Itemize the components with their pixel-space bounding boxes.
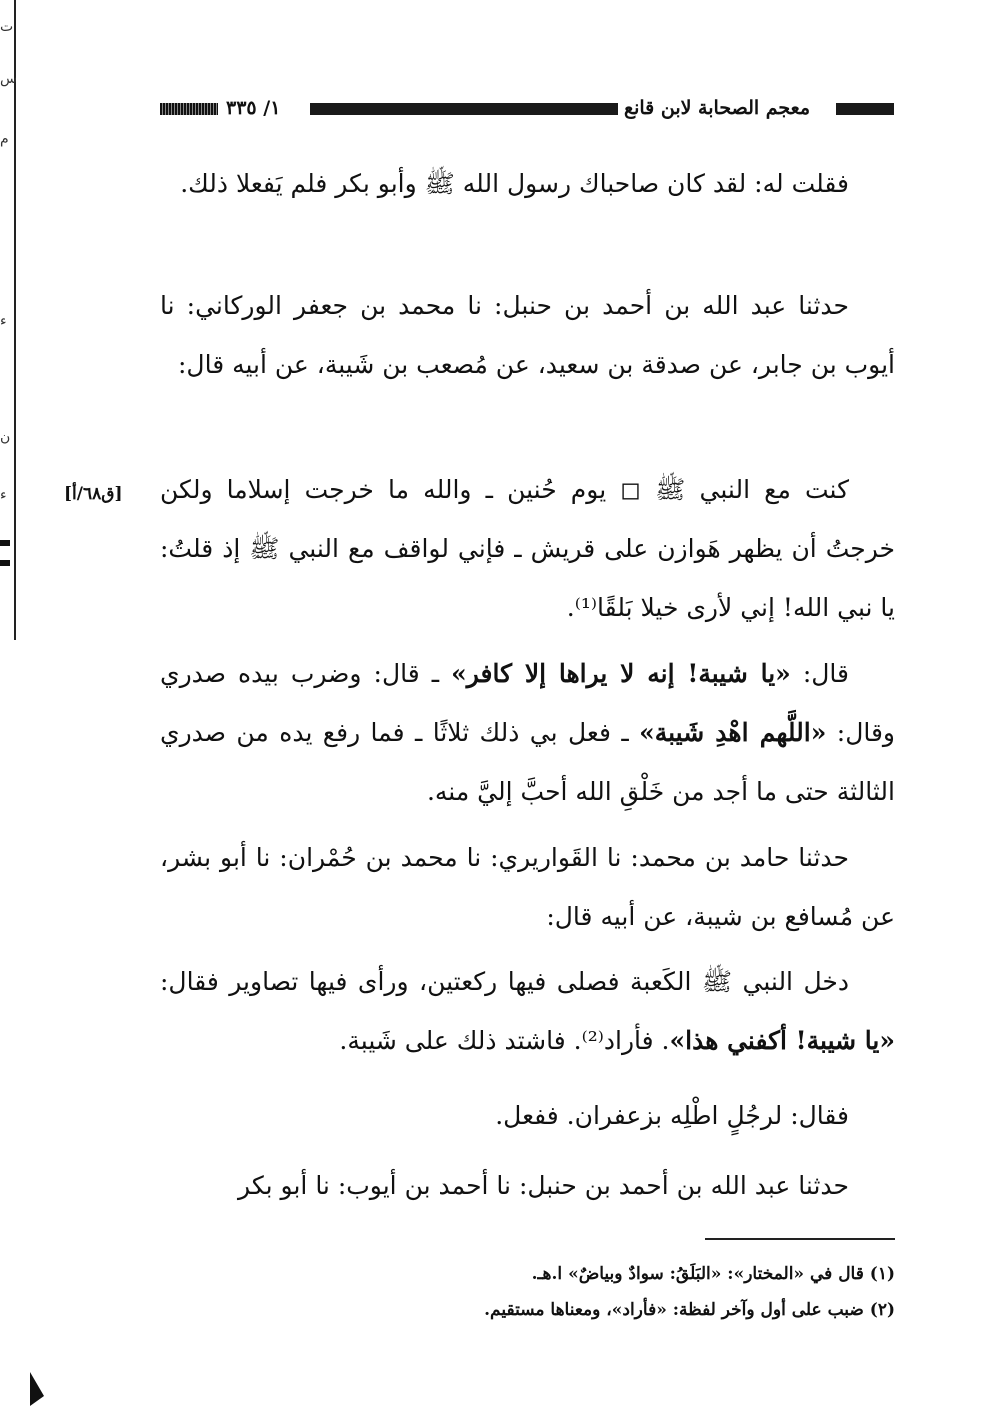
spine-block [0,560,10,566]
spine-mark: م [0,131,9,147]
running-header [160,94,894,124]
spine-block [0,540,10,546]
quotation: «يا شيبة! أكفني هذا» [669,1026,895,1055]
paragraph-text: ـ قال: وضرب بيده صدري وقال: [160,659,895,747]
paragraph: حدثنا حامد بن محمد: نا القَواريري: نا محمد بن حُمْران: نا أبو بشر، عن مُسافع بن شيبة، عن أبيه قال: [160,843,895,931]
header-page-number: ١/ ٣٣٥ [220,94,286,122]
page-corner-mark [30,1372,44,1406]
spine-mark: ء [0,313,7,329]
footnote: (١) قال في «المختار»: «البَلَقُ: سوادٌ وبياضٌ» ا.هـ. [531,1264,895,1284]
paragraph: كنت مع النبي ﷺ ◻ يوم حُنين ـ والله ما خرجت إسلاما ولكن خرجتُ أن يظهر هَوازن على قريش ـ فإني لواقف مع النبي ﷺ إذ قلتُ: يا نبي الله! إني لأرى خيلا بَلقًا⁽¹⁾. [160,475,895,622]
quotation: «اللَّهم اهْدِ شَيبة» [639,718,827,747]
paragraph-text: . فأراد⁽²⁾. فاشتد ذلك على شَيبة. [339,1026,670,1055]
binding-edge [0,0,24,1411]
paragraph [160,644,895,821]
paragraph [160,952,895,1070]
header-rule [160,103,218,115]
paragraph-text: قال: [790,659,849,688]
header-rule [836,103,894,115]
manuscript-reference: [ق٦٨/أ] [64,484,123,504]
header-title: معجم الصحابة لابن قانع [618,94,816,122]
quotation: «يا شيبة! إنه لا يراها إلا كافر» [451,659,791,688]
spine-mark: ء [0,487,7,503]
paragraph: حدثنا عبد الله بن أحمد بن حنبل: نا محمد بن جعفر الوركاني: نا أيوب بن جابر، عن صدقة بن سعيد، عن مُصعب بن شَيبة، عن أبيه قال: [160,291,895,379]
paragraph: حدثنا عبد الله بن أحمد بن حنبل: نا أحمد بن أيوب: نا أبو بكر [238,1171,849,1200]
footnote: (٢) ضبب على أول وآخر لفظة: «فأراد»، ومعناها مستقيم. [484,1300,895,1320]
footnote-rule [705,1238,895,1240]
spine-line [14,0,16,640]
paragraph-text: دخل النبي ﷺ الكَعبة فصلى فيها ركعتين، ورأى فيها تصاوير فقال: [160,967,849,996]
paragraph: فقلت له: لقد كان صاحباك رسول الله ﷺ وأبو بكر فلم يَفعلا ذلك. [180,169,849,198]
spine-mark: س [0,71,18,87]
paragraph: فقال: لرجُلٍ اطْلِه بزعفران. ففعل. [495,1101,849,1130]
paragraph-text: ـ فعل بي ذلك ثلاثًا ـ فما رفع يده من صدري الثالثة حتى ما أجد من خَلْقِ الله أحبَّ إليَّ منه. [160,718,895,806]
spine-mark: ن [0,429,11,445]
spine-mark: ت [0,19,14,35]
